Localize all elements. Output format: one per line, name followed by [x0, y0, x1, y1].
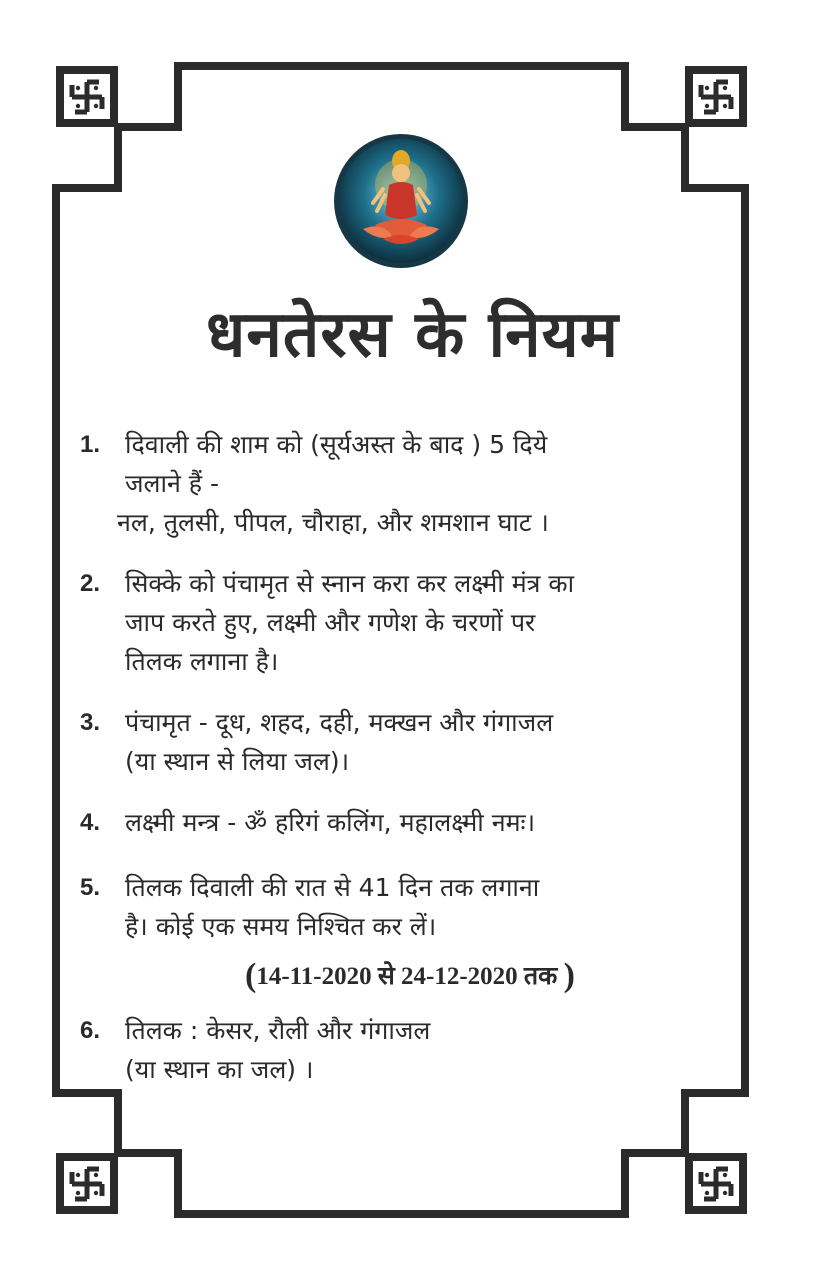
rule-item [80, 803, 740, 842]
rule-line: तिलक : केसर, रौली और गंगाजल [125, 1016, 431, 1045]
rule-line: लक्ष्मी मन्त्र - ॐ हरिगं कलिंग, महालक्ष्मी नमः। [125, 808, 536, 837]
swastika-icon [56, 1153, 118, 1214]
swastika-icon [56, 66, 118, 127]
rule-number: 1. [80, 431, 101, 458]
rule-number: 2. [80, 570, 101, 597]
rule-line: जाप करते हुए, लक्ष्मी और गणेश के चरणों पर [125, 608, 536, 637]
rule-line: (या स्थान से लिया जल)। [125, 747, 350, 776]
swastika-icon [685, 1153, 747, 1214]
rule-line: (या स्थान का जल) । [125, 1055, 314, 1084]
rule-item [80, 564, 740, 681]
date-range-open: ( [245, 957, 257, 994]
rule-line: नल, तुलसी, पीपल, चौराहा, और शमशान घाट । [117, 508, 549, 537]
lakshmi-emblem-icon [333, 133, 469, 269]
rule-item [80, 868, 740, 946]
swastika-icon [685, 66, 747, 127]
rule-item [80, 703, 740, 781]
rule-item [80, 1011, 740, 1089]
rule-line: है। कोई एक समय निश्चित कर लें। [125, 912, 437, 941]
date-range-close: ) [563, 957, 575, 994]
rules-list [80, 425, 740, 1089]
rule-line: तिलक लगाना है। [125, 647, 279, 676]
rule-item [80, 425, 740, 542]
date-range [80, 956, 740, 997]
page-title: धनतेरस के नियम [205, 298, 619, 372]
date-range-text: 14-11-2020 से 24-12-2020 तक [256, 963, 558, 990]
rule-number: 6. [80, 1017, 101, 1044]
rule-line: सिक्के को पंचामृत से स्नान करा कर लक्ष्मी मंत्र का [125, 569, 575, 598]
rule-line: जलाने हैं - [125, 469, 220, 498]
rule-line: पंचामृत - दूध, शहद, दही, मक्खन और गंगाजल [125, 708, 554, 737]
rule-number: 4. [80, 809, 101, 836]
rule-line: तिलक दिवाली की रात से 41 दिन तक लगाना [125, 873, 540, 902]
rule-line: दिवाली की शाम को (सूर्यअस्त के बाद ) 5 दिये [125, 430, 548, 459]
rule-number: 5. [80, 874, 101, 901]
rule-number: 3. [80, 709, 101, 736]
